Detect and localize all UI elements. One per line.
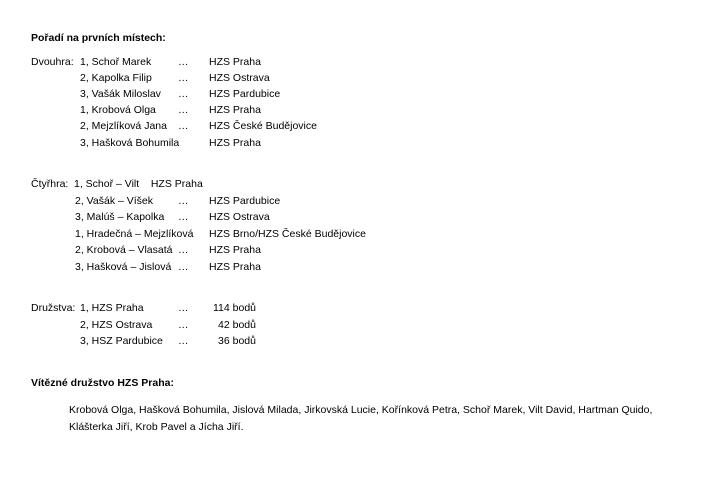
singles-row xyxy=(0,72,706,88)
doubles-dots: … xyxy=(178,261,189,273)
doubles-team: HZS Pardubice xyxy=(209,195,281,207)
doubles-name: 3, Malúš – Kapolka xyxy=(75,211,165,223)
doubles-row xyxy=(0,178,706,194)
doubles-dots: … xyxy=(178,195,189,207)
singles-label: Dvouhra: xyxy=(31,56,74,68)
singles-row xyxy=(0,56,706,72)
singles-team: HZS České Budějovice xyxy=(209,120,317,132)
teams-name: 1, HZS Praha xyxy=(80,302,144,314)
singles-name: 2, Mejzlíková Jana xyxy=(80,120,167,132)
doubles-row xyxy=(0,261,706,277)
doubles-dots: … xyxy=(178,211,189,223)
singles-row xyxy=(0,137,706,153)
doubles-team: HZS Praha xyxy=(209,261,261,273)
heading-standings: Pořadí na prvních místech: xyxy=(31,32,166,44)
singles-team: HZS Praha xyxy=(209,56,261,68)
singles-dots: … xyxy=(178,120,189,132)
teams-points: 42 bodů xyxy=(218,319,256,331)
teams-dots: … xyxy=(178,302,189,314)
singles-dots: … xyxy=(178,56,189,68)
singles-name: 2, Kapolka Filip xyxy=(80,72,152,84)
singles-name: 1, Schoř Marek xyxy=(80,56,152,68)
doubles-team: HZS Praha xyxy=(209,244,261,256)
singles-name: 1, Krobová Olga xyxy=(80,104,156,116)
doubles-first-result: 1, Schoř – Vilt HZS Praha xyxy=(74,178,203,190)
singles-team: HZS Praha xyxy=(209,104,261,116)
members-line: Krobová Olga, Hašková Bohumila, Jislová Milada, Jirkovská Lucie, Kořínková Petra, Schoř Marek, Vilt David, Hartman Quido, xyxy=(69,404,653,416)
doubles-team: HZS Ostrava xyxy=(209,211,270,223)
teams-row xyxy=(0,335,706,351)
members-line: Klášterka Jiří, Krob Pavel a Jícha Jiří. xyxy=(69,421,244,433)
teams-points: 114 bodů xyxy=(212,302,256,314)
teams-dots: … xyxy=(178,319,189,331)
doubles-name: 3, Hašková – Jislová xyxy=(75,261,172,273)
doubles-label: Čtyřhra: xyxy=(31,178,69,190)
teams-name: 2, HZS Ostrava xyxy=(80,319,153,331)
doubles-row xyxy=(0,244,706,260)
teams-dots: … xyxy=(178,335,189,347)
heading-winning-team: Vítězné družstvo HZS Praha: xyxy=(31,377,174,389)
singles-row xyxy=(0,88,706,104)
singles-row xyxy=(0,104,706,120)
singles-team: HZS Ostrava xyxy=(209,72,270,84)
singles-dots: … xyxy=(178,72,189,84)
teams-points: 36 bodů xyxy=(218,335,256,347)
singles-name: 3, Hašková Bohumila xyxy=(80,137,180,149)
singles-team: HZS Praha xyxy=(209,137,261,149)
winning-team-members xyxy=(69,402,669,436)
singles-row xyxy=(0,120,706,136)
singles-name: 3, Vašák Miloslav xyxy=(80,88,161,100)
doubles-team: HZS Brno/HZS České Budějovice xyxy=(209,228,366,240)
doubles-row xyxy=(0,211,706,227)
singles-team: HZS Pardubice xyxy=(209,88,281,100)
singles-dots: … xyxy=(178,88,189,100)
doubles-row xyxy=(0,195,706,211)
doubles-dots: … xyxy=(178,244,189,256)
doubles-row xyxy=(0,228,706,244)
doubles-name: 2, Krobová – Vlasatá xyxy=(75,244,173,256)
teams-label: Družstva: xyxy=(31,302,76,314)
doubles-name: 2, Vašák – Víšek xyxy=(75,195,154,207)
singles-dots: … xyxy=(178,104,189,116)
doubles-name: 1, Hradečná – Mejzlíková xyxy=(75,228,194,240)
teams-row xyxy=(0,319,706,335)
teams-row xyxy=(0,302,706,318)
teams-name: 3, HSZ Pardubice xyxy=(80,335,163,347)
